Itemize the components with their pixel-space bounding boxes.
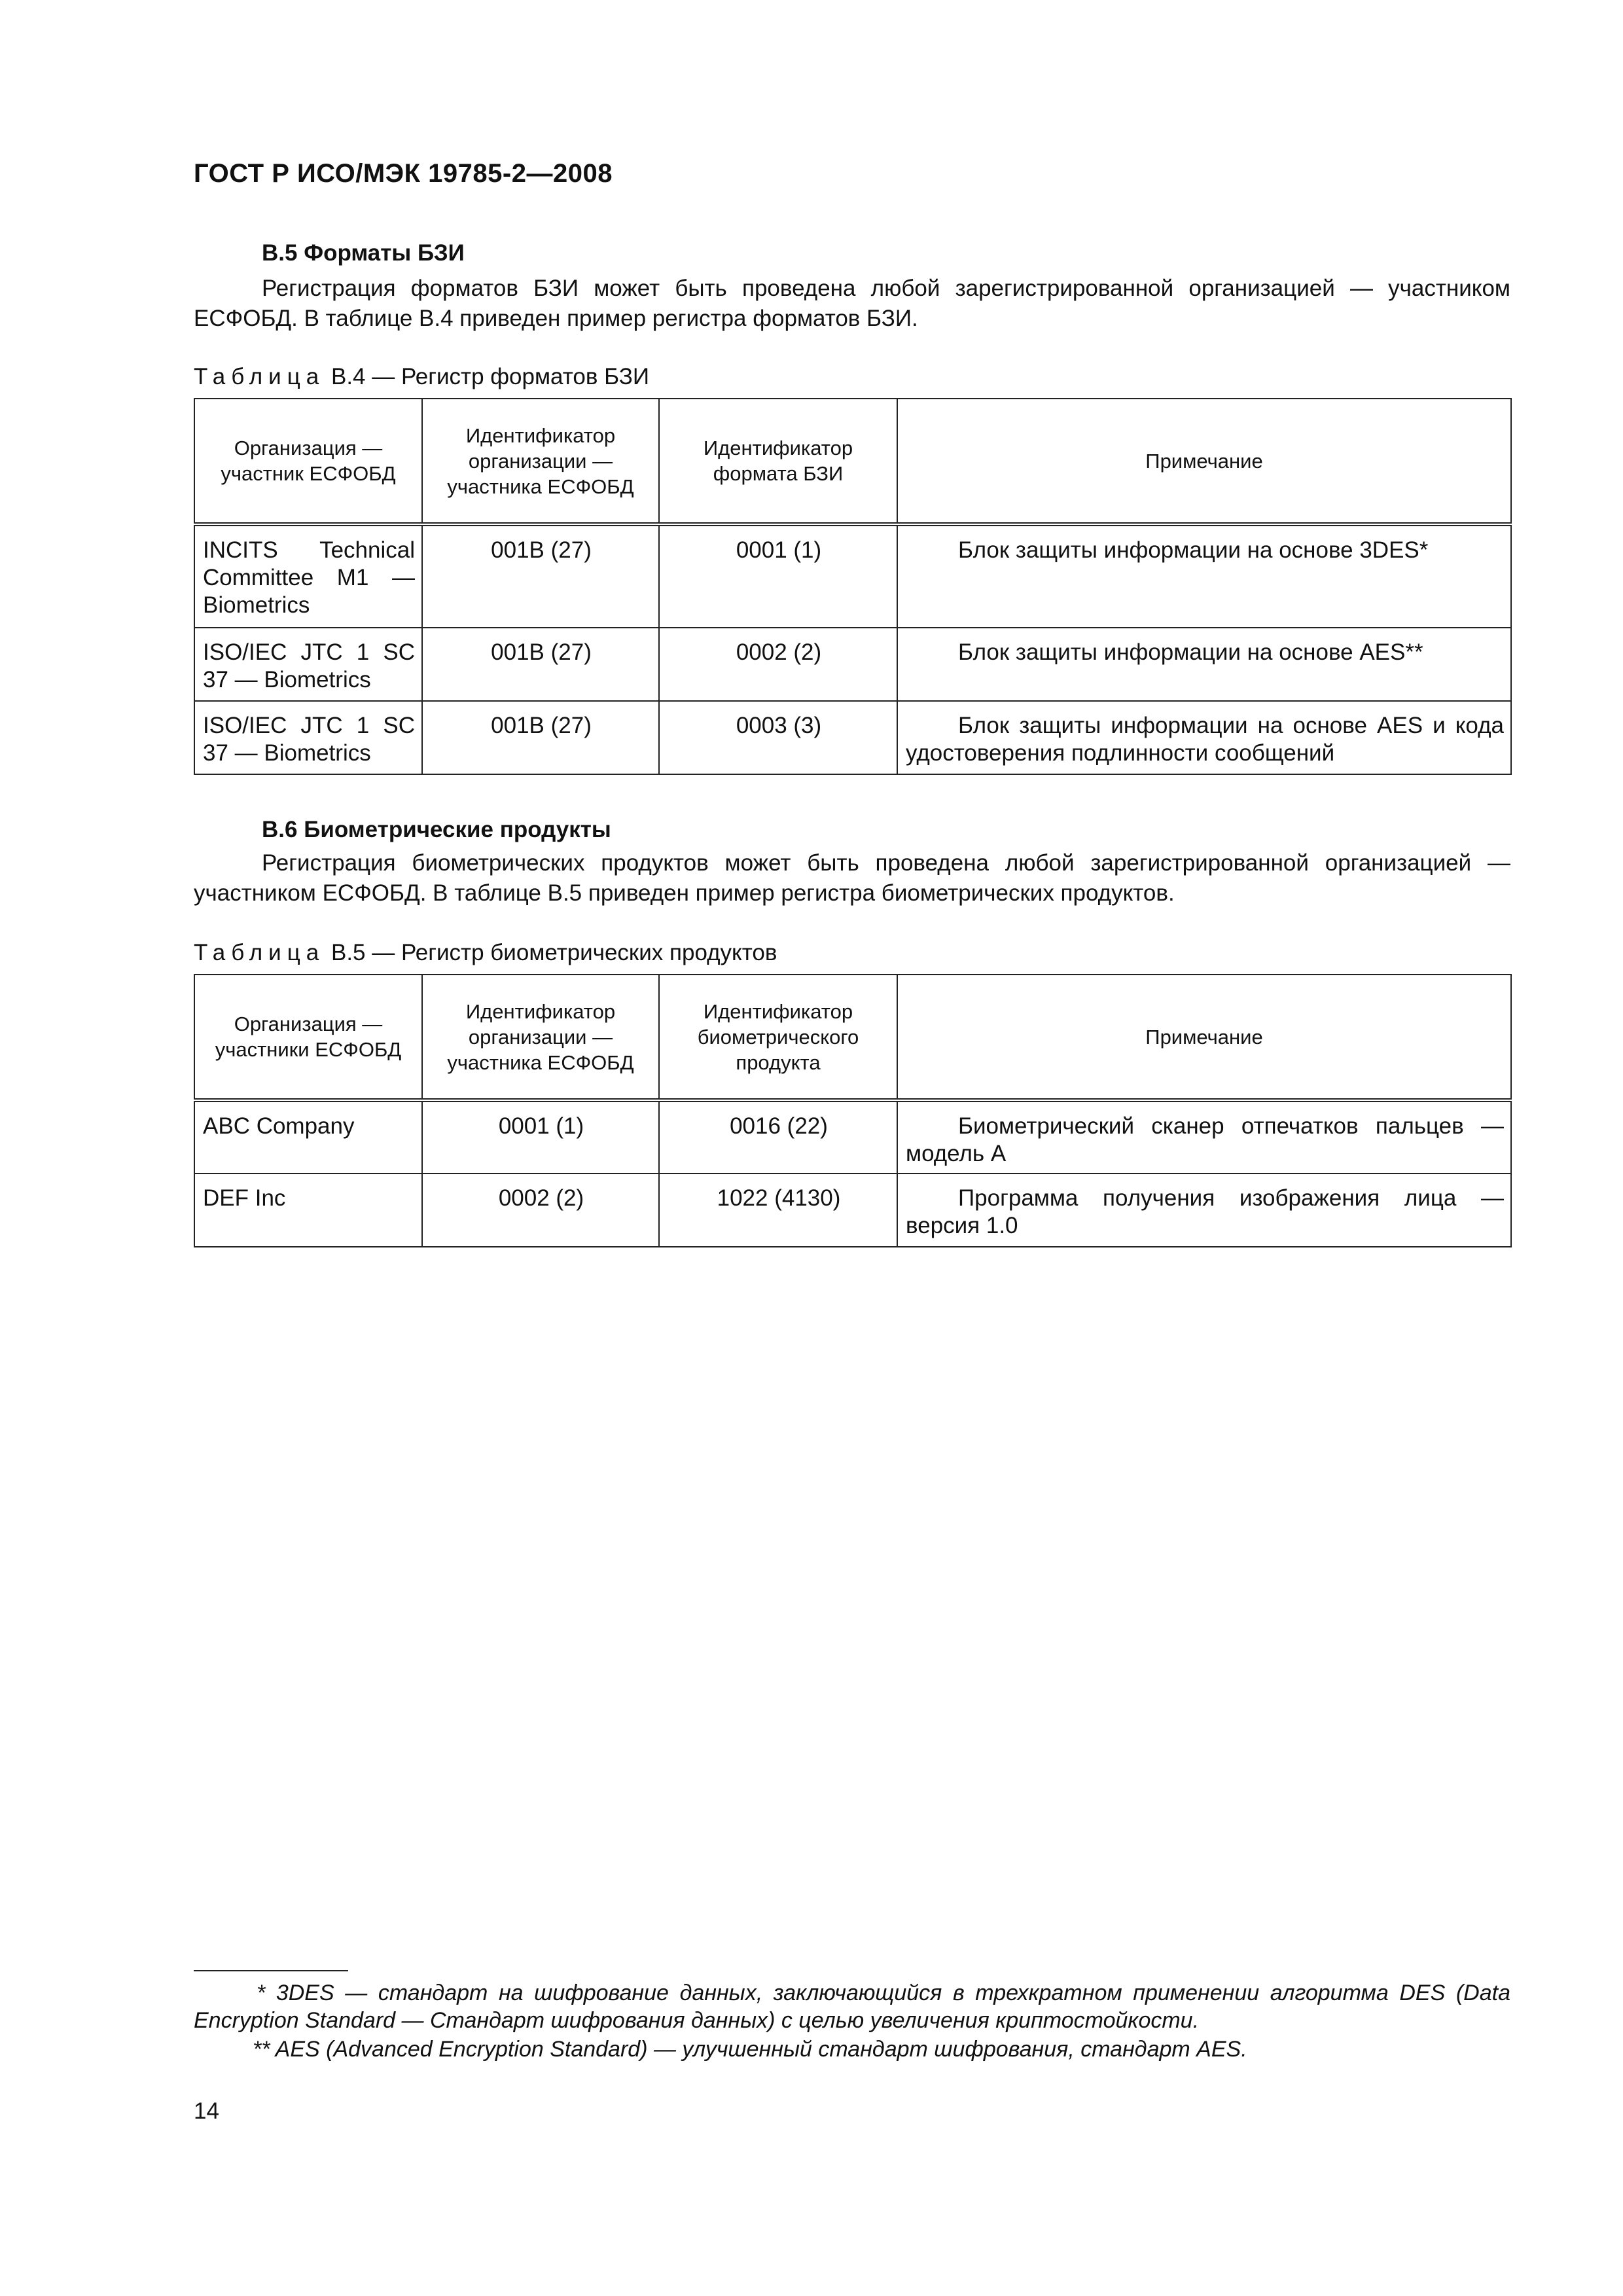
table-row	[194, 1174, 1511, 1247]
org-id-cell: 001B (27)	[422, 524, 659, 628]
organization-cell: ABC Company	[194, 1100, 422, 1174]
org-id-cell: 001B (27)	[422, 628, 659, 701]
section-title-b5: В.5 Форматы БЗИ	[262, 240, 465, 266]
section-b6-paragraph: Регистрация биометрических продуктов может быть проведена любой зарегистрированной организацией — участником ЕСФОБД. В таблице В.5 приведен пример регистра биометрических продуктов.	[194, 850, 1510, 906]
table-header-row	[194, 975, 1511, 1100]
caption-label: Таблица	[194, 364, 325, 389]
column-header: Организация — участник ЕСФОБД	[194, 399, 422, 524]
footnote-3des: * 3DES — стандарт на шифрование данных, заключающийся в трехкратном применении алгоритма DES (Data Encryption Standard — Стандарт шифрования данных) с целью увеличения криптостойкости.	[194, 1981, 1510, 2033]
caption-text: В.5 — Регистр биометрических продуктов	[330, 940, 777, 965]
product-id-cell: 1022 (4130)	[659, 1174, 897, 1247]
column-header: Идентификатор организации — участника ЕСФОБД	[422, 975, 659, 1100]
footnote-aes: ** AES (Advanced Encryption Standard) — улучшенный стандарт шифрования, стандарт AES.	[253, 2037, 1247, 2062]
table-b4	[194, 398, 1512, 775]
note-cell: Программа получения изображения лица — версия 1.0	[897, 1174, 1511, 1247]
table-row	[194, 524, 1511, 628]
document-header: ГОСТ Р ИСО/МЭК 19785-2—2008	[194, 159, 613, 188]
table-header-row	[194, 399, 1511, 524]
product-id-cell: 0016 (22)	[659, 1100, 897, 1174]
table-row	[194, 1100, 1511, 1174]
column-header: Идентификатор формата БЗИ	[659, 399, 897, 524]
column-header: Примечание	[897, 975, 1511, 1100]
table-row	[194, 701, 1511, 774]
note-cell: Биометрический сканер отпечатков пальцев — модель А	[897, 1100, 1511, 1174]
format-id-cell: 0002 (2)	[659, 628, 897, 701]
section-b5-paragraph: Регистрация форматов БЗИ может быть проведена любой зарегистрированной организацией — участником ЕСФОБД. В таблице В.4 приведен пример регистра форматов БЗИ.	[194, 276, 1510, 331]
table-b4-caption	[194, 364, 649, 390]
column-header: Идентификатор биометрического продукта	[659, 975, 897, 1100]
format-id-cell: 0001 (1)	[659, 524, 897, 628]
organization-cell: ISO/IEC JTC 1 SC 37 — Biometrics	[194, 628, 422, 701]
column-header: Идентификатор организации — участника ЕСФОБД	[422, 399, 659, 524]
table-b5	[194, 974, 1512, 1247]
section-title-b6: В.6 Биометрические продукты	[262, 817, 611, 842]
org-id-cell: 0001 (1)	[422, 1100, 659, 1174]
note-cell: Блок защиты информации на основе AES и кода удостоверения подлинности сообщений	[897, 701, 1511, 774]
caption-label: Таблица	[194, 940, 325, 965]
note-cell: Блок защиты информации на основе 3DES*	[897, 524, 1511, 628]
footnote-separator	[194, 1970, 348, 1971]
note-cell: Блок защиты информации на основе AES**	[897, 628, 1511, 701]
table-b5-caption	[194, 940, 777, 966]
org-id-cell: 001B (27)	[422, 701, 659, 774]
organization-cell: INCITS Technical Committee M1 — Biometrics	[194, 524, 422, 628]
format-id-cell: 0003 (3)	[659, 701, 897, 774]
table-row	[194, 628, 1511, 701]
column-header: Примечание	[897, 399, 1511, 524]
page-number: 14	[194, 2098, 219, 2124]
organization-cell: DEF Inc	[194, 1174, 422, 1247]
organization-cell: ISO/IEC JTC 1 SC 37 — Biometrics	[194, 701, 422, 774]
caption-text: В.4 — Регистр форматов БЗИ	[330, 364, 650, 389]
org-id-cell: 0002 (2)	[422, 1174, 659, 1247]
column-header: Организация — участники ЕСФОБД	[194, 975, 422, 1100]
